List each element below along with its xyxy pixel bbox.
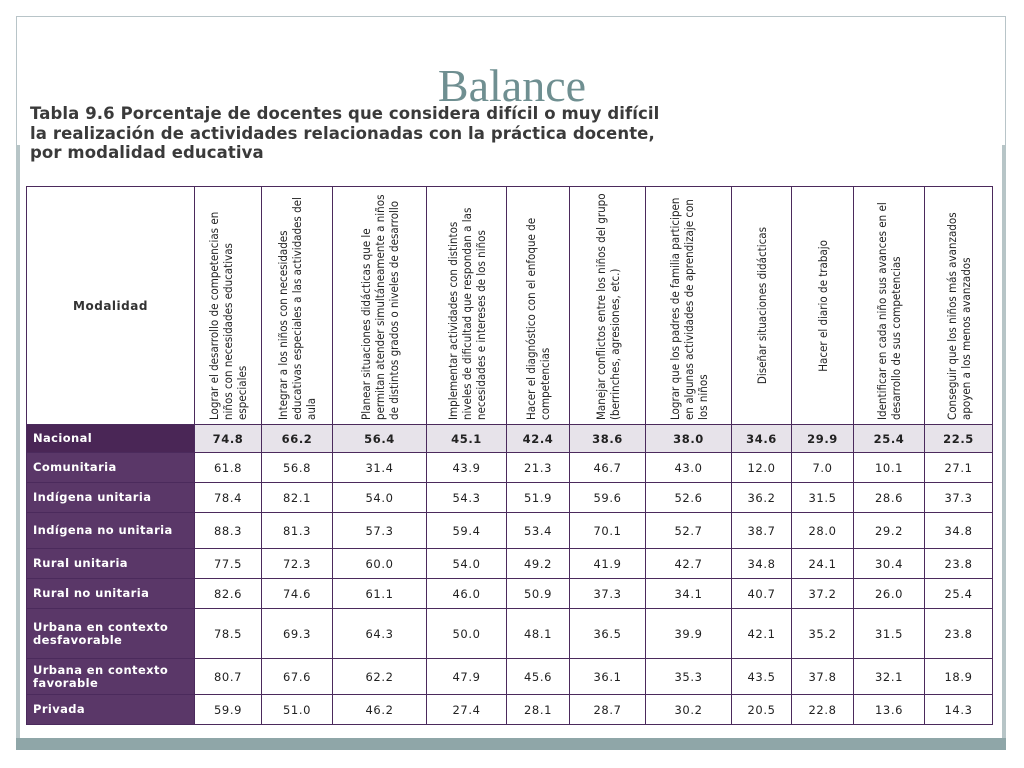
- row-label: Indígena unitaria: [27, 483, 195, 513]
- column-header-modalidad: Modalidad: [27, 187, 195, 425]
- table-cell: 25.4: [854, 425, 925, 453]
- table-cell: 38.7: [732, 513, 792, 549]
- table-cell: 35.3: [646, 659, 732, 695]
- table-row: [27, 579, 993, 609]
- column-header: [732, 187, 792, 425]
- table-cell: 43.0: [646, 453, 732, 483]
- table-cell: 37.3: [925, 483, 993, 513]
- table-cell: 23.8: [925, 549, 993, 579]
- table-row: [27, 609, 993, 659]
- table-cell: 78.4: [195, 483, 262, 513]
- row-label: Urbana en contexto desfavorable: [27, 609, 195, 659]
- table-cell: 21.3: [507, 453, 570, 483]
- table-cell: 50.0: [427, 609, 507, 659]
- table-cell: 27.1: [925, 453, 993, 483]
- table-row: [27, 483, 993, 513]
- table-cell: 36.1: [570, 659, 646, 695]
- table-cell: 34.1: [646, 579, 732, 609]
- table-row: [27, 453, 993, 483]
- table-cell: 43.5: [732, 659, 792, 695]
- column-header: [333, 187, 427, 425]
- row-label: Rural unitaria: [27, 549, 195, 579]
- row-label: Urbana en contexto favorable: [27, 659, 195, 695]
- table-cell: 31.5: [854, 609, 925, 659]
- column-header-text: Planear situaciones didácticas que le permitan atender simultáneamente a niños de distintos grados o niveles de desarrollo: [358, 194, 401, 420]
- table-cell: 57.3: [333, 513, 427, 549]
- column-header: [646, 187, 732, 425]
- table-header-row: [27, 187, 993, 425]
- column-header: [427, 187, 507, 425]
- table-cell: 29.2: [854, 513, 925, 549]
- table-cell: 28.0: [792, 513, 854, 549]
- table-cell: 20.5: [732, 695, 792, 725]
- table-cell: 28.1: [507, 695, 570, 725]
- table-row: [27, 513, 993, 549]
- table-cell: 23.8: [925, 609, 993, 659]
- caption-line-3: por modalidad educativa: [30, 143, 264, 162]
- column-header: [195, 187, 262, 425]
- table-cell: 54.3: [427, 483, 507, 513]
- column-header-text: Lograr que los padres de familia participen en algunas actividades de aprendizaje con los niños: [667, 197, 710, 420]
- table-cell: 53.4: [507, 513, 570, 549]
- caption-line-2: la realización de actividades relacionadas con la práctica docente,: [30, 123, 655, 143]
- data-table-container: [26, 186, 992, 726]
- table-cell: 60.0: [333, 549, 427, 579]
- table-cell: 41.9: [570, 549, 646, 579]
- table-cell: 36.2: [732, 483, 792, 513]
- table-cell: 74.6: [262, 579, 333, 609]
- table-row: [27, 659, 993, 695]
- table-cell: 25.4: [925, 579, 993, 609]
- table-cell: 82.6: [195, 579, 262, 609]
- table-cell: 47.9: [427, 659, 507, 695]
- table-cell: 64.3: [333, 609, 427, 659]
- column-header-text: Identificar en cada niño sus avances en el desarrollo de sus competencias: [875, 201, 903, 420]
- table-cell: 62.2: [333, 659, 427, 695]
- table-cell: 82.1: [262, 483, 333, 513]
- table-cell: 78.5: [195, 609, 262, 659]
- table-cell: 24.1: [792, 549, 854, 579]
- row-label: Nacional: [27, 425, 195, 453]
- table-cell: 74.8: [195, 425, 262, 453]
- table-cell: 34.6: [732, 425, 792, 453]
- table-cell: 13.6: [854, 695, 925, 725]
- column-header-text: Hacer el diagnóstico con el enfoque de competencias: [524, 217, 552, 420]
- table-cell: 70.1: [570, 513, 646, 549]
- table-cell: 66.2: [262, 425, 333, 453]
- table-cell: 54.0: [333, 483, 427, 513]
- table-cell: 46.7: [570, 453, 646, 483]
- slide-border-right: [1002, 145, 1006, 738]
- table-row: [27, 695, 993, 725]
- column-header: [507, 187, 570, 425]
- table-cell: 31.4: [333, 453, 427, 483]
- table-cell: 34.8: [732, 549, 792, 579]
- column-header: [262, 187, 333, 425]
- table-cell: 38.6: [570, 425, 646, 453]
- table-cell: 45.1: [427, 425, 507, 453]
- table-cell: 80.7: [195, 659, 262, 695]
- table-row: [27, 425, 993, 453]
- row-label: Rural no unitaria: [27, 579, 195, 609]
- table-cell: 7.0: [792, 453, 854, 483]
- table-cell: 38.0: [646, 425, 732, 453]
- table-cell: 37.8: [792, 659, 854, 695]
- table-cell: 52.7: [646, 513, 732, 549]
- table-cell: 28.6: [854, 483, 925, 513]
- table-cell: 27.4: [427, 695, 507, 725]
- table-cell: 28.7: [570, 695, 646, 725]
- table-cell: 26.0: [854, 579, 925, 609]
- table-cell: 39.9: [646, 609, 732, 659]
- table-cell: 10.1: [854, 453, 925, 483]
- table-cell: 14.3: [925, 695, 993, 725]
- column-header: [792, 187, 854, 425]
- table-cell: 45.6: [507, 659, 570, 695]
- table-cell: 37.3: [570, 579, 646, 609]
- column-header: [854, 187, 925, 425]
- table-cell: 30.2: [646, 695, 732, 725]
- slide-title: Balance: [437, 60, 587, 111]
- table-cell: 37.2: [792, 579, 854, 609]
- table-cell: 18.9: [925, 659, 993, 695]
- table-body: [27, 425, 993, 725]
- table-cell: 12.0: [732, 453, 792, 483]
- table-cell: 42.7: [646, 549, 732, 579]
- table-cell: 31.5: [792, 483, 854, 513]
- table-cell: 59.9: [195, 695, 262, 725]
- row-label: Indígena no unitaria: [27, 513, 195, 549]
- table-cell: 72.3: [262, 549, 333, 579]
- table-cell: 40.7: [732, 579, 792, 609]
- table-row: [27, 549, 993, 579]
- table-cell: 49.2: [507, 549, 570, 579]
- slide-border-left: [16, 145, 20, 738]
- slide-footer-band: [16, 738, 1006, 750]
- table-caption: [30, 104, 870, 163]
- table-cell: 67.6: [262, 659, 333, 695]
- column-header: [570, 187, 646, 425]
- table-cell: 88.3: [195, 513, 262, 549]
- column-header-text: Conseguir que los niños más avanzados apoyen a los menos avanzados: [944, 211, 973, 420]
- table-cell: 61.8: [195, 453, 262, 483]
- column-header-text: Lograr el desarrollo de competencias en niños con necesidades educativas especiales: [207, 211, 249, 420]
- table-cell: 52.6: [646, 483, 732, 513]
- table-cell: 48.1: [507, 609, 570, 659]
- table-cell: 36.5: [570, 609, 646, 659]
- table-cell: 46.0: [427, 579, 507, 609]
- data-table: [26, 186, 993, 725]
- table-cell: 34.8: [925, 513, 993, 549]
- table-cell: 50.9: [507, 579, 570, 609]
- table-cell: 51.0: [262, 695, 333, 725]
- row-label: Comunitaria: [27, 453, 195, 483]
- table-cell: 54.0: [427, 549, 507, 579]
- table-cell: 81.3: [262, 513, 333, 549]
- table-cell: 51.9: [507, 483, 570, 513]
- column-header: [925, 187, 993, 425]
- table-cell: 59.6: [570, 483, 646, 513]
- table-cell: 69.3: [262, 609, 333, 659]
- column-header-text: Integrar a los niños con necesidades educativas especiales a las actividades del aula: [276, 196, 318, 420]
- table-cell: 42.1: [732, 609, 792, 659]
- table-cell: 77.5: [195, 549, 262, 579]
- table-cell: 61.1: [333, 579, 427, 609]
- caption-line-1: Tabla 9.6 Porcentaje de docentes que considera difícil o muy difícil: [30, 104, 660, 123]
- table-cell: 30.4: [854, 549, 925, 579]
- table-cell: 56.4: [333, 425, 427, 453]
- table-cell: 46.2: [333, 695, 427, 725]
- table-cell: 43.9: [427, 453, 507, 483]
- row-label: Privada: [27, 695, 195, 725]
- column-header-text: Hacer el diario de trabajo: [815, 239, 830, 372]
- table-cell: 56.8: [262, 453, 333, 483]
- column-header-text: Diseñar situaciones didácticas: [754, 226, 769, 385]
- table-cell: 59.4: [427, 513, 507, 549]
- column-header-text: Manejar conflictos entre los niños del grupo (berrinches, agresiones, etc.): [593, 192, 622, 420]
- table-cell: 22.5: [925, 425, 993, 453]
- table-cell: 42.4: [507, 425, 570, 453]
- table-cell: 22.8: [792, 695, 854, 725]
- table-cell: 32.1: [854, 659, 925, 695]
- table-cell: 35.2: [792, 609, 854, 659]
- column-header-text: Implementar actividades con distintos niveles de dificultad que respondan a las necesidades e intereses de los niños: [445, 207, 488, 420]
- table-cell: 29.9: [792, 425, 854, 453]
